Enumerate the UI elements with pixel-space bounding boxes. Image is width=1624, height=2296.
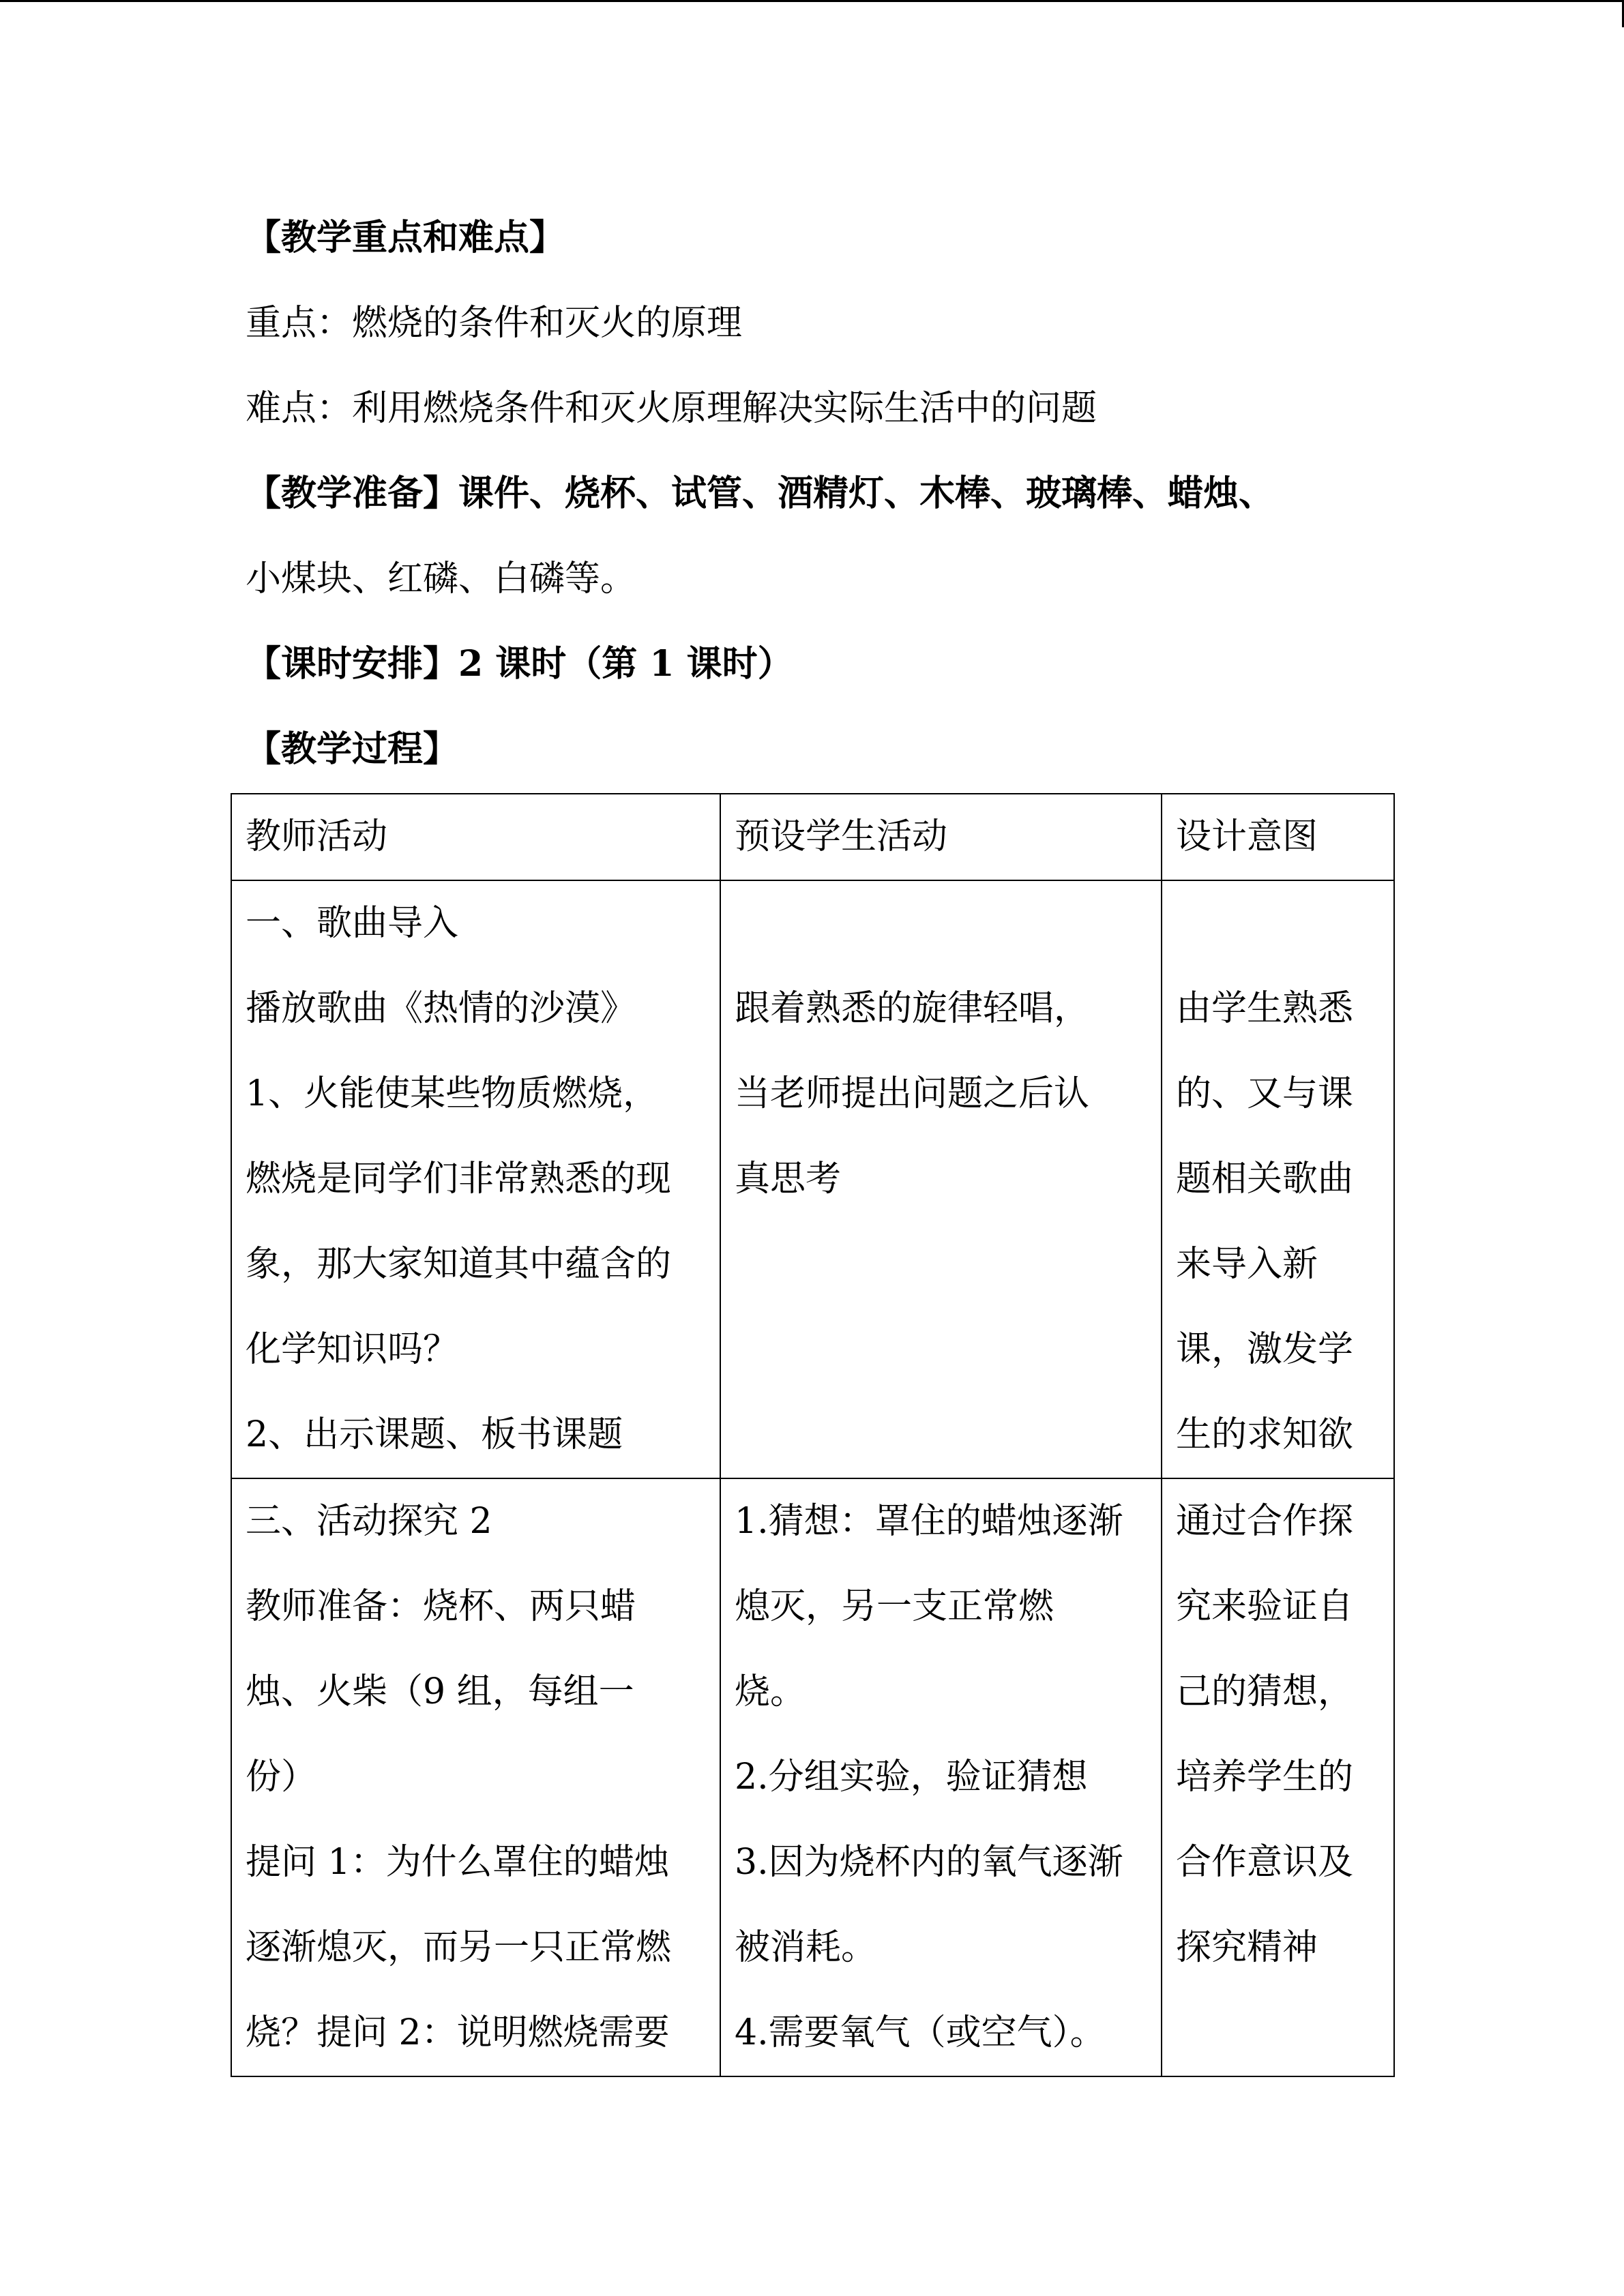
cell-line: 究来验证自 [1176,1586,1354,1627]
cell-line: 逐渐熄灭，而另一只正常燃 [246,1927,672,1968]
header-design-intent: 设计意图 [1162,794,1394,880]
key-points-heading: 【教学重点和难点】 [246,217,565,258]
student-activity-cell [720,880,1162,1478]
page-top-rule [0,0,1624,2]
lesson-process-table [231,793,1395,2077]
key-point-line: 重点：燃烧的条件和灭火的原理 [246,303,743,344]
cell-spacer [735,881,1147,966]
cell-line: 一、歌曲导入 [246,903,459,944]
table-header-row [231,794,1394,880]
cell-line: 象，那大家知道其中蕴含的 [246,1244,672,1285]
difficulty-line: 难点：利用燃烧条件和灭火原理解决实际生活中的问题 [246,388,1097,429]
cell-line: 来导入新 [1176,1244,1318,1285]
cell-line: 培养学生的 [1176,1757,1354,1798]
teacher-activity-cell [231,1478,720,2076]
cell-line: 合作意识及 [1176,1842,1354,1883]
cell-line: 烧？提问 2：说明燃烧需要 [246,2012,670,2053]
preparation-line-1: 【教学准备】课件、烧杯、试管、酒精灯、木棒、玻璃棒、蜡烛、 [246,473,1275,514]
cell-line: 通过合作探 [1176,1501,1354,1542]
cell-line: 提问 1：为什么罩住的蜡烛 [246,1842,670,1883]
cell-line: 播放歌曲《热情的沙漠》 [246,988,636,1029]
table-row [231,880,1394,1478]
cell-line: 1、火能使某些物质燃烧， [246,1073,659,1114]
cell-line: 份） [246,1757,317,1798]
table-row [231,1478,1394,2076]
cell-line: 由学生熟悉 [1176,988,1354,1029]
student-activity-cell [720,1478,1162,2076]
cell-spacer [1176,881,1380,966]
cell-line: 燃烧是同学们非常熟悉的现 [246,1159,672,1199]
cell-line: 教师准备：烧杯、两只蜡 [246,1586,636,1627]
header-teacher-activity: 教师活动 [231,794,720,880]
design-intent-cell [1162,1478,1394,2076]
cell-line: 己的猜想， [1176,1671,1354,1712]
cell-line: 跟着熟悉的旋律轻唱， [735,988,1090,1029]
cell-line: 熄灭，另一支正常燃 [735,1586,1054,1627]
cell-line: 的、又与课 [1176,1073,1354,1114]
cell-line: 3.因为烧杯内的氧气逐渐 [735,1842,1123,1883]
design-intent-cell [1162,880,1394,1478]
cell-line: 题相关歌曲 [1176,1159,1354,1199]
cell-line: 2、出示课题、板书课题 [246,1414,623,1455]
schedule-line: 【课时安排】2 课时（第 1 课时） [246,643,793,685]
cell-line: 化学知识吗？ [246,1329,459,1370]
cell-line: 2.分组实验，验证猜想 [735,1757,1088,1798]
cell-line: 三、活动探究 2 [246,1501,492,1542]
teacher-activity-cell [231,880,720,1478]
cell-line: 真思考 [735,1159,842,1199]
preparation-line-2: 小煤块、红磷、白磷等。 [246,558,636,599]
cell-line: 烛、火柴（9 组，每组一 [246,1671,634,1712]
cell-line: 烧。 [735,1671,806,1712]
cell-line: 4.需要氧气（或空气）。 [735,2012,1106,2053]
cell-line: 生的求知欲 [1176,1414,1354,1455]
cell-line: 探究精神 [1176,1927,1318,1968]
process-heading: 【教学过程】 [246,728,459,770]
cell-line: 1.猜想：罩住的蜡烛逐渐 [735,1501,1123,1542]
cell-line: 当老师提出问题之后认 [735,1073,1090,1114]
cell-line: 课，激发学 [1176,1329,1354,1370]
cell-line: 被消耗。 [735,1927,877,1968]
header-student-activity: 预设学生活动 [720,794,1162,880]
